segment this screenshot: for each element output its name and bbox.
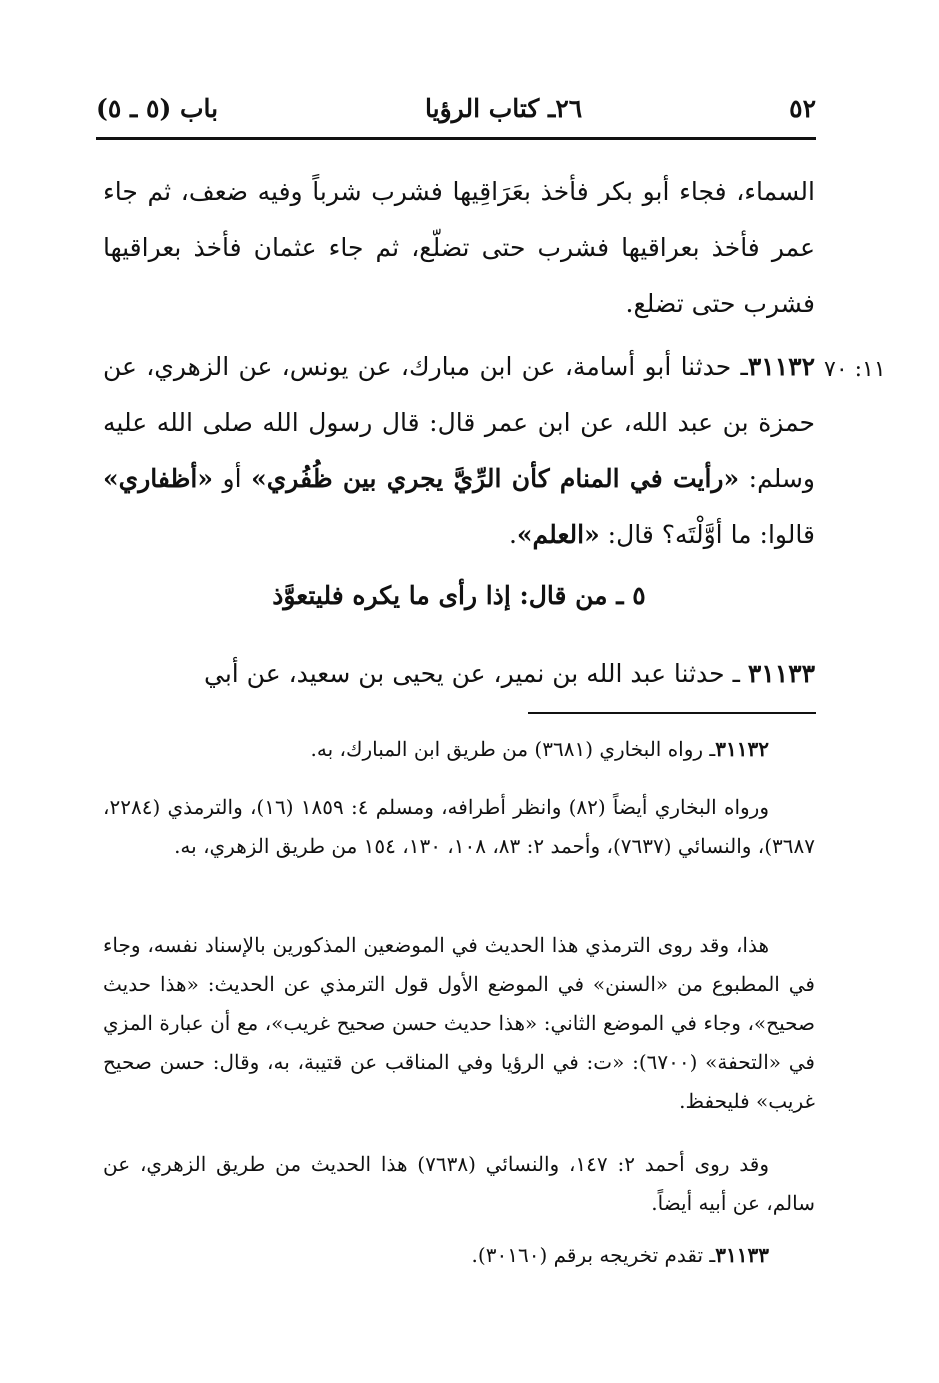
footnote-paragraph: هذا، وقد روى الترمذي هذا الحديث في الموضعين المذكورين بالإسناد نفسه، وجاء في المطبوع من «السنن» في الموضع الأول قول الترمذي عن الحديث: «هذا حديث صحيح»، وجاء في الموضع الثاني: «هذا حديث حسن صحيح غريب»، مع أن عبارة المزي في «التحفة» (٦٧٠٠): «ت: في الرؤيا وفي المناقب عن قتيبة، به، وقال: حسن صحيح غريب» فليحفظ. <box>103 933 815 1113</box>
hadith-text: ـ حدثنا أبو أسامة، عن ابن مبارك، عن يونس، عن الزهري، عن حمزة بن عبد الله، عن ابن عمر قال: قال رسول الله صلى الله عليه وسلم: <box>103 352 816 493</box>
hadith-text: ـ حدثنا عبد الله بن نمير، عن يحيى بن سعيد، عن أبي <box>203 659 740 688</box>
page-number: ٥٢ <box>789 93 816 123</box>
footnote-number: ٣١١٣٢ <box>715 737 769 761</box>
footnote-text: ـ رواه البخاري (٣٦٨١) من طريق ابن المبارك، به. <box>310 737 716 761</box>
footnote-rule <box>528 712 816 714</box>
footnote-31133 <box>103 1236 815 1275</box>
footnote-paragraph: ورواه البخاري أيضاً (٨٢) وانظر أطرافه، ومسلم ٤: ١٨٥٩ (١٦)، والترمذي (٢٢٨٤، ٣٦٨٧)، والنسائي (٧٦٣٧)، وأحمد ٢: ٨٣، ١٠٨، ١٣٠، ١٥٤ من طريق الزهري، به. <box>103 795 815 858</box>
footnote-31132 <box>103 730 815 769</box>
hadith-31133 <box>103 646 815 702</box>
page-header <box>96 84 816 132</box>
hadith-end: . <box>508 520 517 549</box>
header-rule <box>96 137 816 140</box>
hadith-text-after: قالوا: ما أوَّلْتَه؟ قال: <box>599 520 815 549</box>
continuation-paragraph: السماء، فجاء أبو بكر فأخذ بعَرَاقِيها فشرب شرباً وفيه ضعف، ثم جاء عمر فأخذ بعراقيها فشرب حتى تضلّع، ثم جاء عثمان فأخذ بعراقيها فشرب حتى تضلع. <box>103 177 815 318</box>
footnote-paragraph: وقد روى أحمد ٢: ١٤٧، والنسائي (٧٦٣٨) هذا الحديث من طريق الزهري، عن سالم، عن أبيه أيضاً. <box>103 1152 815 1215</box>
side-reference: ١١: ٧٠ <box>824 357 886 382</box>
hadith-text-middle: أو <box>213 464 252 493</box>
hadith-answer: «العلم» <box>516 520 600 549</box>
section-heading: ٥ ـ من قال: إذا رأى ما يكره فليتعوَّذ <box>272 581 646 610</box>
hadith-31132 <box>103 339 815 563</box>
hadith-number: ٣١١٣٢ <box>747 352 815 381</box>
footnote-text: ـ تقدم تخريجه برقم (٣٠١٦٠). <box>471 1243 716 1267</box>
hadith-quote: «رأيت في المنام كأن الرِّيَّ يجري بين ظُفُري» <box>251 464 740 493</box>
hadith-quote-alt: «أظفاري» <box>103 464 213 493</box>
footnote-number: ٣١١٣٣ <box>715 1243 769 1267</box>
book-title: ٢٦ـ كتاب الرؤيا <box>425 93 583 123</box>
hadith-number: ٣١١٣٣ <box>747 659 815 688</box>
chapter-label: باب (٥ ـ ٥) <box>96 93 219 123</box>
